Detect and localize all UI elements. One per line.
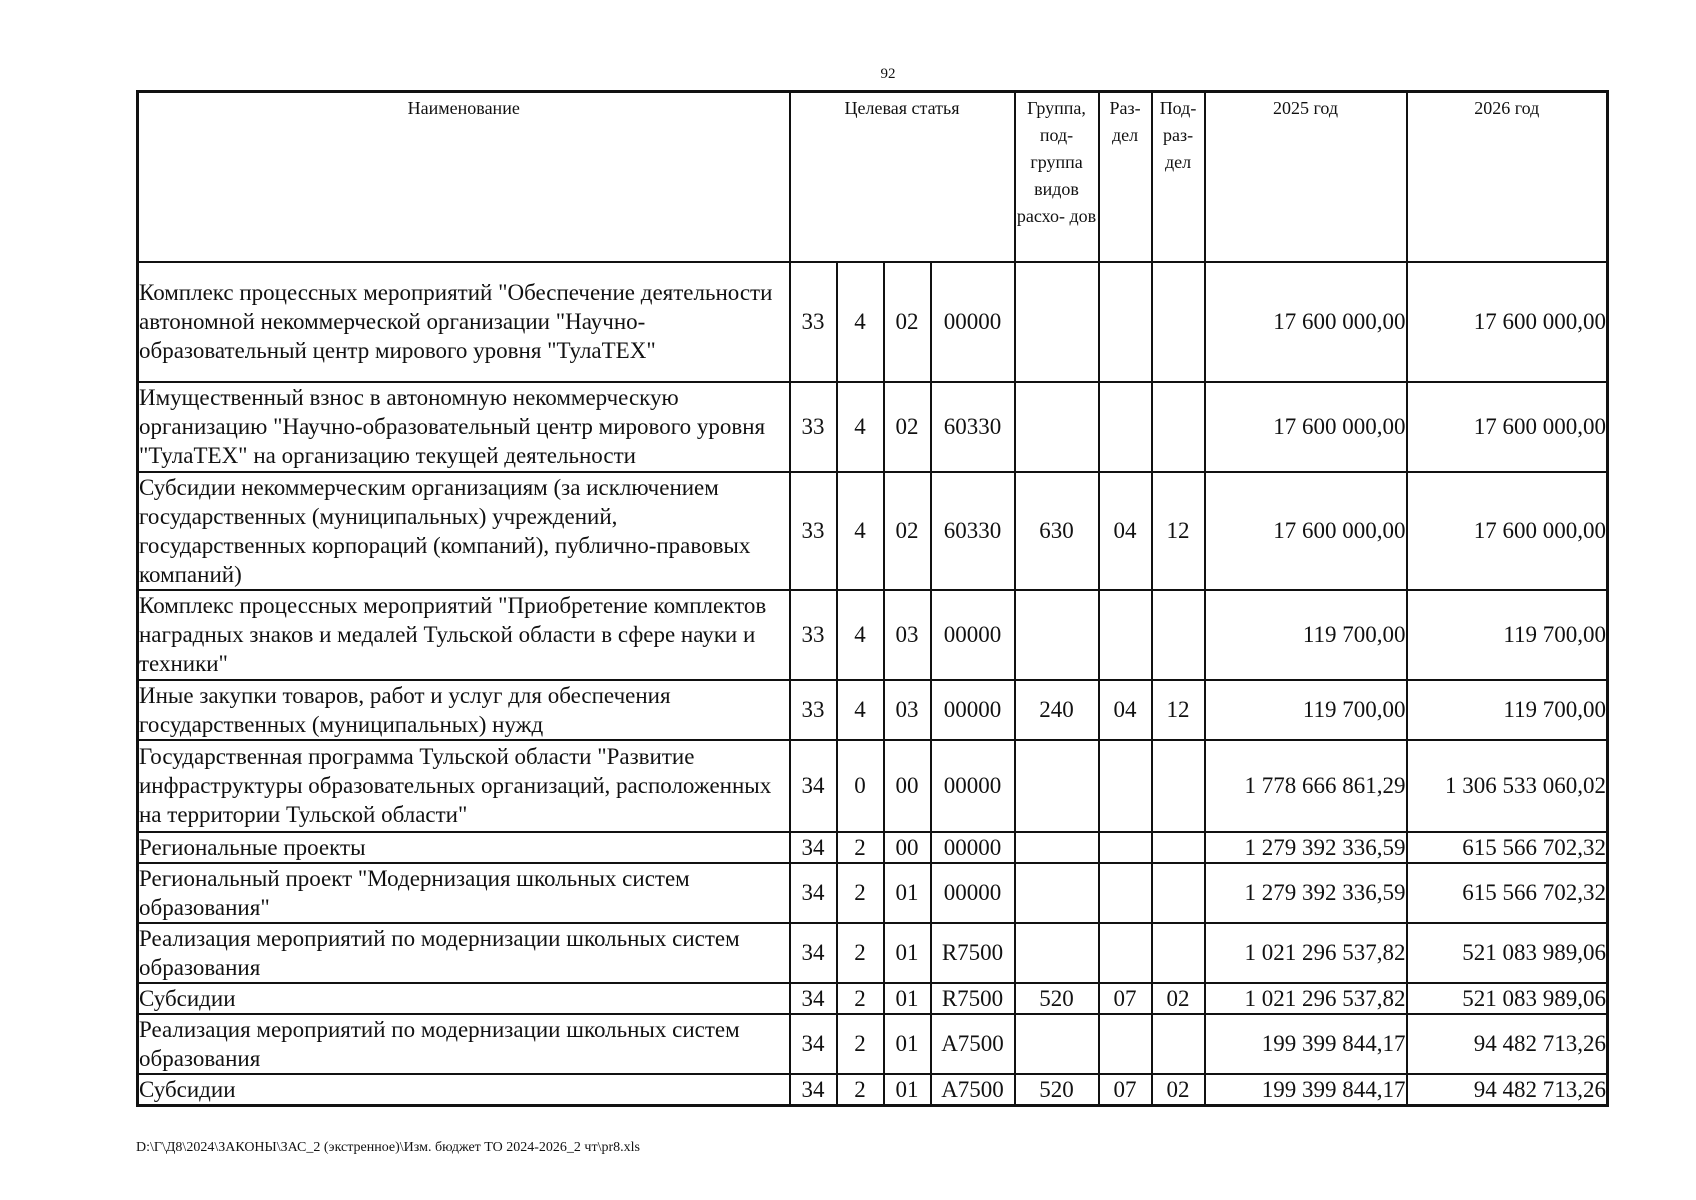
- table-row: [138, 740, 1608, 832]
- code-part-1: 34: [790, 1074, 837, 1106]
- amount-2026: 521 083 989,06: [1407, 983, 1608, 1014]
- amount-2025: 1 279 392 336,59: [1205, 863, 1407, 923]
- code-part-4: A7500: [931, 1074, 1015, 1106]
- code-part-2: 4: [837, 680, 884, 740]
- header-name: Наименование: [138, 92, 790, 262]
- code-part-2: 4: [837, 590, 884, 680]
- code-part-2: 2: [837, 1074, 884, 1106]
- row-name: Субсидии: [138, 983, 790, 1014]
- header-section: Раз- дел: [1099, 92, 1152, 262]
- code-part-1: 33: [790, 680, 837, 740]
- amount-2025: 1 021 296 537,82: [1205, 923, 1407, 983]
- code-part-3: 01: [884, 923, 931, 983]
- section-code: [1099, 262, 1152, 382]
- code-part-3: 00: [884, 740, 931, 832]
- subsection-code: 12: [1152, 472, 1205, 590]
- subsection-code: [1152, 262, 1205, 382]
- table-row: [138, 832, 1608, 863]
- code-part-2: 4: [837, 262, 884, 382]
- section-code: 04: [1099, 680, 1152, 740]
- code-part-1: 33: [790, 590, 837, 680]
- amount-2025: 17 600 000,00: [1205, 382, 1407, 472]
- code-part-1: 33: [790, 472, 837, 590]
- code-part-1: 34: [790, 740, 837, 832]
- code-part-3: 03: [884, 680, 931, 740]
- subsection-code: [1152, 740, 1205, 832]
- amount-2025: 17 600 000,00: [1205, 472, 1407, 590]
- code-part-1: 34: [790, 923, 837, 983]
- code-part-4: 00000: [931, 740, 1015, 832]
- section-code: 04: [1099, 472, 1152, 590]
- expense-group: 520: [1015, 983, 1099, 1014]
- code-part-4: 00000: [931, 590, 1015, 680]
- amount-2025: 17 600 000,00: [1205, 262, 1407, 382]
- code-part-2: 4: [837, 472, 884, 590]
- code-part-3: 02: [884, 262, 931, 382]
- row-name: Региональные проекты: [138, 832, 790, 863]
- amount-2026: 17 600 000,00: [1407, 472, 1608, 590]
- table-row: [138, 680, 1608, 740]
- row-name: Иные закупки товаров, работ и услуг для обеспечения государственных (муниципальных) нужд: [138, 680, 790, 740]
- code-part-1: 33: [790, 262, 837, 382]
- subsection-code: [1152, 1014, 1205, 1074]
- header-2025: 2025 год: [1205, 92, 1407, 262]
- page-number: 92: [880, 66, 896, 82]
- table-row: [138, 863, 1608, 923]
- table-row: [138, 590, 1608, 680]
- amount-2025: 1 021 296 537,82: [1205, 983, 1407, 1014]
- section-code: [1099, 863, 1152, 923]
- amount-2026: 94 482 713,26: [1407, 1014, 1608, 1074]
- expense-group: [1015, 262, 1099, 382]
- expense-group: [1015, 1014, 1099, 1074]
- amount-2026: 615 566 702,32: [1407, 832, 1608, 863]
- amount-2026: 521 083 989,06: [1407, 923, 1608, 983]
- expense-group: [1015, 590, 1099, 680]
- table-row: [138, 923, 1608, 983]
- subsection-code: 02: [1152, 983, 1205, 1014]
- section-code: 07: [1099, 1074, 1152, 1106]
- row-name: Реализация мероприятий по модернизации школьных систем образования: [138, 923, 790, 983]
- subsection-code: 12: [1152, 680, 1205, 740]
- row-name: Комплекс процессных мероприятий "Приобретение комплектов наградных знаков и медалей Тульской области в сфере науки и техники": [138, 590, 790, 680]
- amount-2025: 119 700,00: [1205, 590, 1407, 680]
- code-part-2: 0: [837, 740, 884, 832]
- expense-group: [1015, 740, 1099, 832]
- section-code: 07: [1099, 983, 1152, 1014]
- code-part-4: 60330: [931, 382, 1015, 472]
- code-part-1: 34: [790, 832, 837, 863]
- subsection-code: [1152, 863, 1205, 923]
- code-part-4: 00000: [931, 832, 1015, 863]
- expense-group: 630: [1015, 472, 1099, 590]
- code-part-3: 01: [884, 1074, 931, 1106]
- code-part-3: 00: [884, 832, 931, 863]
- code-part-4: R7500: [931, 923, 1015, 983]
- code-part-3: 01: [884, 863, 931, 923]
- file-path-footer: D:\Г\Д8\2024\ЗАКОНЫ\ЗАС_2 (экстренное)\Изм. бюджет ТО 2024-2026_2 чт\pr8.xls: [136, 1140, 640, 1155]
- table-row: [138, 983, 1608, 1014]
- amount-2025: 1 279 392 336,59: [1205, 832, 1407, 863]
- amount-2026: 94 482 713,26: [1407, 1074, 1608, 1106]
- expense-group: [1015, 832, 1099, 863]
- table-row: [138, 382, 1608, 472]
- expense-group: [1015, 923, 1099, 983]
- code-part-1: 34: [790, 1014, 837, 1074]
- section-code: [1099, 923, 1152, 983]
- section-code: [1099, 1014, 1152, 1074]
- amount-2026: 119 700,00: [1407, 680, 1608, 740]
- amount-2026: 615 566 702,32: [1407, 863, 1608, 923]
- code-part-4: R7500: [931, 983, 1015, 1014]
- code-part-1: 34: [790, 983, 837, 1014]
- subsection-code: [1152, 590, 1205, 680]
- row-name: Региональный проект "Модернизация школьных систем образования": [138, 863, 790, 923]
- code-part-2: 2: [837, 923, 884, 983]
- code-part-1: 33: [790, 382, 837, 472]
- table-row: [138, 262, 1608, 382]
- expense-group: [1015, 382, 1099, 472]
- subsection-code: [1152, 382, 1205, 472]
- code-part-2: 4: [837, 382, 884, 472]
- expense-group: [1015, 863, 1099, 923]
- code-part-4: 00000: [931, 863, 1015, 923]
- subsection-code: 02: [1152, 1074, 1205, 1106]
- header-subsection: Под- раз- дел: [1152, 92, 1205, 262]
- amount-2026: 17 600 000,00: [1407, 262, 1608, 382]
- expense-group: 520: [1015, 1074, 1099, 1106]
- row-name: Государственная программа Тульской области "Развитие инфраструктуры образовательных организаций, расположенных на территории Тульской области": [138, 740, 790, 832]
- row-name: Субсидии некоммерческим организациям (за исключением государственных (муниципальных) учреждений, государственных корпораций (компаний), публично-правовых компаний): [138, 472, 790, 590]
- section-code: [1099, 740, 1152, 832]
- section-code: [1099, 590, 1152, 680]
- code-part-3: 03: [884, 590, 931, 680]
- row-name: Субсидии: [138, 1074, 790, 1106]
- table-row: [138, 1014, 1608, 1074]
- code-part-4: A7500: [931, 1014, 1015, 1074]
- code-part-4: 60330: [931, 472, 1015, 590]
- code-part-2: 2: [837, 832, 884, 863]
- amount-2025: 199 399 844,17: [1205, 1074, 1407, 1106]
- code-part-2: 2: [837, 1014, 884, 1074]
- table-body: [138, 262, 1608, 1106]
- row-name: Комплекс процессных мероприятий "Обеспечение деятельности автономной некоммерческой организации "Научно-образовательный центр мирового уровня "ТулаТЕХ": [138, 262, 790, 382]
- header-target-article: Целевая статья: [790, 92, 1015, 262]
- code-part-3: 02: [884, 382, 931, 472]
- code-part-1: 34: [790, 863, 837, 923]
- section-code: [1099, 832, 1152, 863]
- row-name: Реализация мероприятий по модернизации школьных систем образования: [138, 1014, 790, 1074]
- amount-2026: 1 306 533 060,02: [1407, 740, 1608, 832]
- section-code: [1099, 382, 1152, 472]
- code-part-3: 01: [884, 983, 931, 1014]
- amount-2026: 119 700,00: [1407, 590, 1608, 680]
- header-2026: 2026 год: [1407, 92, 1608, 262]
- code-part-4: 00000: [931, 262, 1015, 382]
- code-part-3: 02: [884, 472, 931, 590]
- subsection-code: [1152, 923, 1205, 983]
- table-row: [138, 472, 1608, 590]
- header-group: Группа, под- группа видов расхо- дов: [1015, 92, 1099, 262]
- code-part-2: 2: [837, 983, 884, 1014]
- expense-group: 240: [1015, 680, 1099, 740]
- table-row: [138, 1074, 1608, 1106]
- table-header-row: [138, 92, 1608, 262]
- subsection-code: [1152, 832, 1205, 863]
- row-name: Имущественный взнос в автономную некоммерческую организацию "Научно-образовательный центр мирового уровня "ТулаТЕХ" на организацию текущей деятельности: [138, 382, 790, 472]
- budget-table: [136, 90, 1609, 1107]
- amount-2025: 119 700,00: [1205, 680, 1407, 740]
- code-part-3: 01: [884, 1014, 931, 1074]
- code-part-2: 2: [837, 863, 884, 923]
- amount-2026: 17 600 000,00: [1407, 382, 1608, 472]
- amount-2025: 1 778 666 861,29: [1205, 740, 1407, 832]
- code-part-4: 00000: [931, 680, 1015, 740]
- amount-2025: 199 399 844,17: [1205, 1014, 1407, 1074]
